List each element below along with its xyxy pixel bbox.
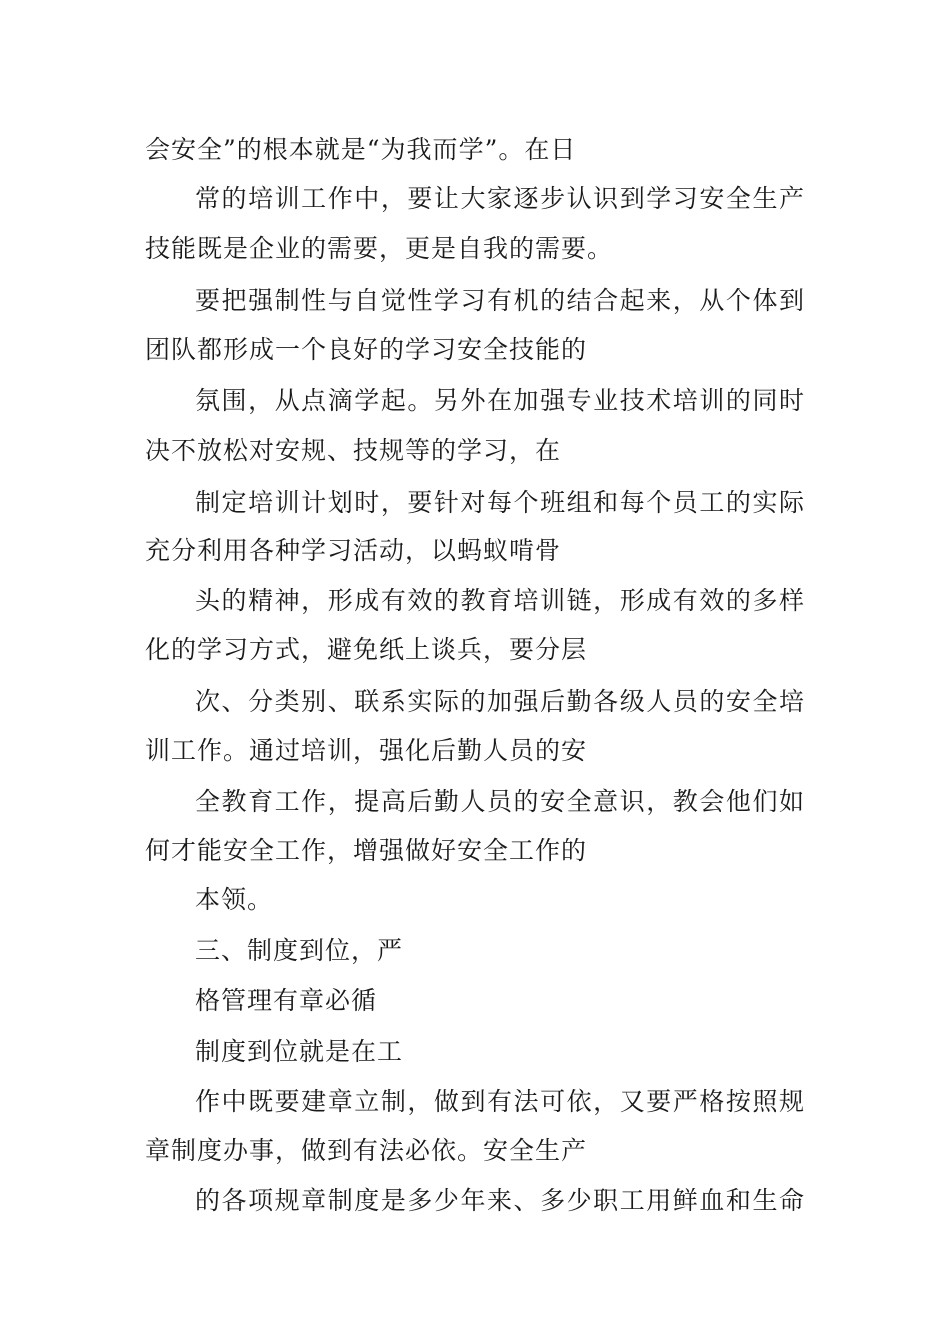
text-line: 训工作。通过培训，强化后勤人员的安 (145, 736, 588, 765)
text-line: 何才能安全工作，增强做好安全工作的 (145, 836, 588, 865)
text-line: 全教育工作，提高后勤人员的安全意识，教会他们如 (195, 787, 805, 816)
text-line: 会安全”的根本就是“为我而学”。在日 (145, 135, 577, 164)
text-line: 充分利用各种学习活动，以蚂蚁啃骨 (145, 536, 562, 565)
text-line: 制度到位就是在工 (195, 1037, 404, 1066)
text-line: 作中既要建章立制，做到有法可依，又要严格按照规 (195, 1087, 805, 1116)
text-line: 决不放松对安规、技规等的学习，在 (145, 436, 562, 465)
text-line: 技能既是企业的需要，更是自我的需要。 (145, 234, 614, 263)
text-line: 本领。 (195, 885, 274, 914)
text-line: 要把强制性与自觉性学习有机的结合起来，从个体到 (195, 286, 805, 315)
section-heading: 三、制度到位，严 (195, 936, 404, 965)
section-heading: 格管理有章必循 (195, 986, 378, 1015)
text-line: 次、分类别、联系实际的加强后勤各级人员的安全培 (195, 687, 805, 716)
text-line: 的各项规章制度是多少年来、多少职工用鲜血和生命 (195, 1186, 805, 1215)
text-line: 氛围，从点滴学起。另外在加强专业技术培训的同时 (195, 386, 805, 415)
text-line: 常的培训工作中，要让大家逐步认识到学习安全生产 (195, 184, 805, 213)
text-line: 制定培训计划时，要针对每个班组和每个员工的实际 (195, 488, 805, 517)
text-line: 章制度办事，做到有法必依。安全生产 (145, 1136, 588, 1165)
text-line: 团队都形成一个良好的学习安全技能的 (145, 335, 588, 364)
text-line: 头的精神，形成有效的教育培训链，形成有效的多样 (195, 586, 805, 615)
text-line: 化的学习方式，避免纸上谈兵，要分层 (145, 635, 588, 664)
